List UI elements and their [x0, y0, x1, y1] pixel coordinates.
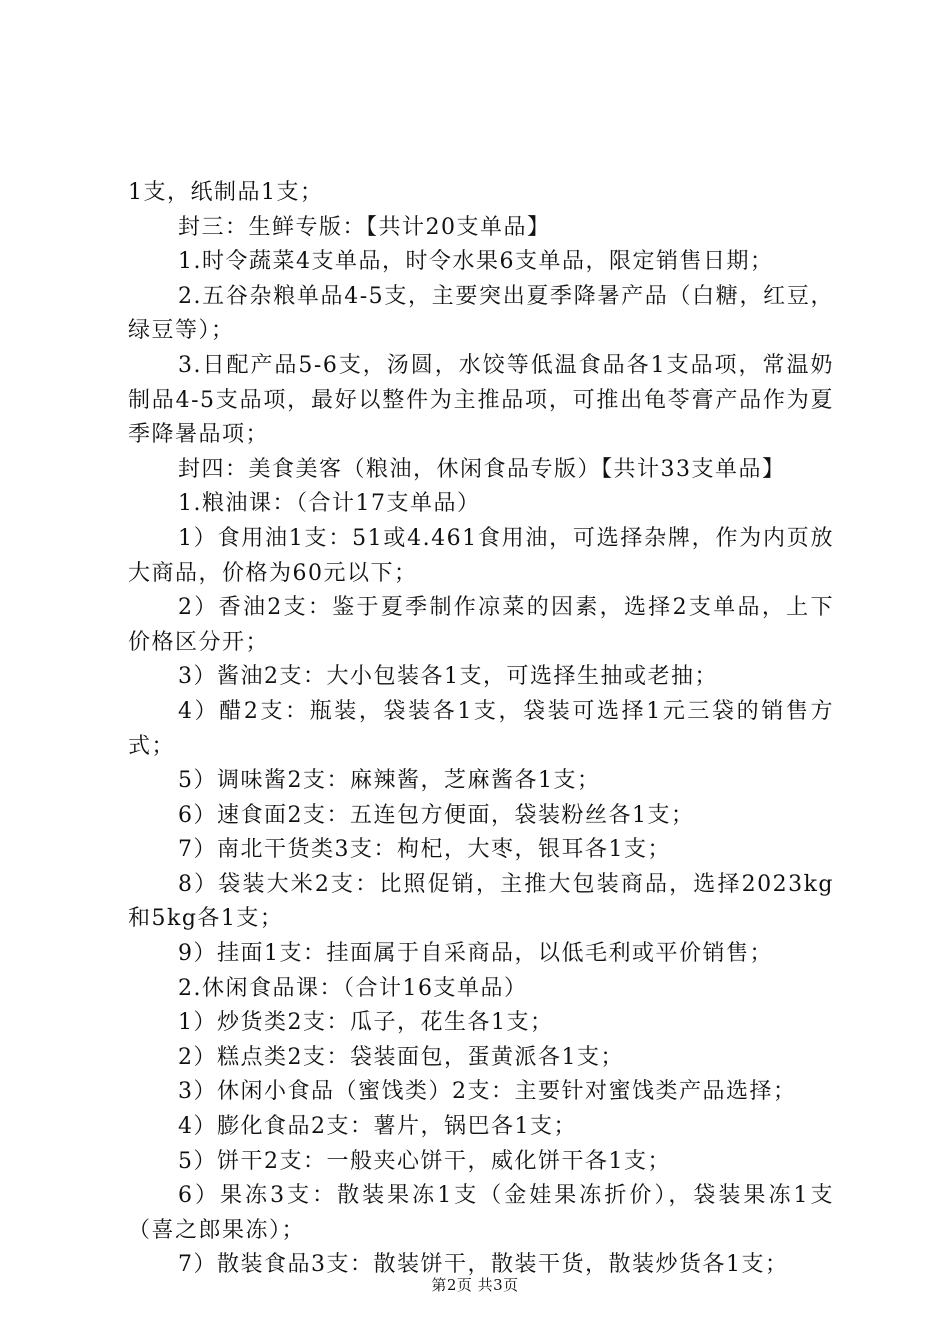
list-item: 7）散装食品3支：散装饼干，散装干货，散装炒货各1支；	[178, 1252, 789, 1278]
list-item: 6）果冻3支：散装果冻1支（金娃果冻折价），袋装果冻1支（喜之郎果冻）；	[128, 1183, 834, 1243]
list-item: 3.日配产品5-6支，汤圆，水饺等低温食品各1支品项，常温奶制品4-5支品项，最好以整件为主推品项，可推出龟苓膏产品作为夏季降暑品项；	[128, 352, 834, 448]
list-item: 4）醋2支：瓶装，袋装各1支，袋装可选择1元三袋的销售方式；	[128, 698, 834, 759]
list-item: 2）糕点类2支：袋装面包，蛋黄派各1支；	[178, 1044, 624, 1070]
document-body	[128, 176, 834, 1283]
list-item: 2.五谷杂粮单品4-5支，主要突出夏季降暑产品（白糖，红豆，绿豆等）；	[128, 283, 834, 344]
subsection-heading-grain-oil: 1.粮油课：（合计17支单品）	[178, 491, 481, 517]
list-item: 6）速食面2支：五连包方便面，袋装粉丝各1支；	[178, 802, 695, 828]
page-number-footer: 第2页 共3页	[431, 1276, 519, 1294]
section-heading-cover3: 封三：生鲜专版：【共计20支单品】	[178, 214, 551, 240]
subsection-heading-snacks: 2.休闲食品课：（合计16支单品）	[178, 975, 528, 1001]
list-item: 7）南北干货类3支：枸杞，大枣，银耳各1支；	[178, 837, 671, 863]
list-item: 4）膨化食品2支：薯片，锅巴各1支；	[178, 1114, 577, 1140]
list-item: 2）香油2支：鉴于夏季制作凉菜的因素，选择2支单品，上下价格区分开；	[128, 595, 834, 655]
list-item: 1）食用油1支：51或4.461食用油，可选择杂牌，作为内页放大商品，价格为60元以下；	[128, 525, 834, 586]
section-heading-cover4: 封四：美食美客（粮油，休闲食品专版）【共计33支单品】	[178, 456, 786, 482]
list-item: 9）挂面1支：挂面属于自采商品，以低毛利或平价销售；	[178, 941, 773, 967]
list-item: 5）调味酱2支：麻辣酱，芝麻酱各1支；	[178, 768, 601, 794]
list-item: 1.时令蔬菜4支单品，时令水果6支单品，限定销售日期；	[178, 249, 774, 275]
list-item: 1）炒货类2支：瓜子，花生各1支；	[178, 1010, 554, 1036]
list-item: 5）饼干2支：一般夹心饼干，威化饼干各1支；	[178, 1148, 671, 1174]
list-item: 3）酱油2支：大小包装各1支，可选择生抽或老抽；	[178, 664, 718, 690]
list-item: 8）袋装大米2支：比照促销，主推大包装商品，选择2023kg和5kg各1支；	[128, 871, 834, 932]
paragraph-continuation: 1支，纸制品1支；	[128, 180, 324, 205]
list-item: 3）休闲小食品（蜜饯类）2支：主要针对蜜饯类产品选择；	[178, 1079, 797, 1105]
